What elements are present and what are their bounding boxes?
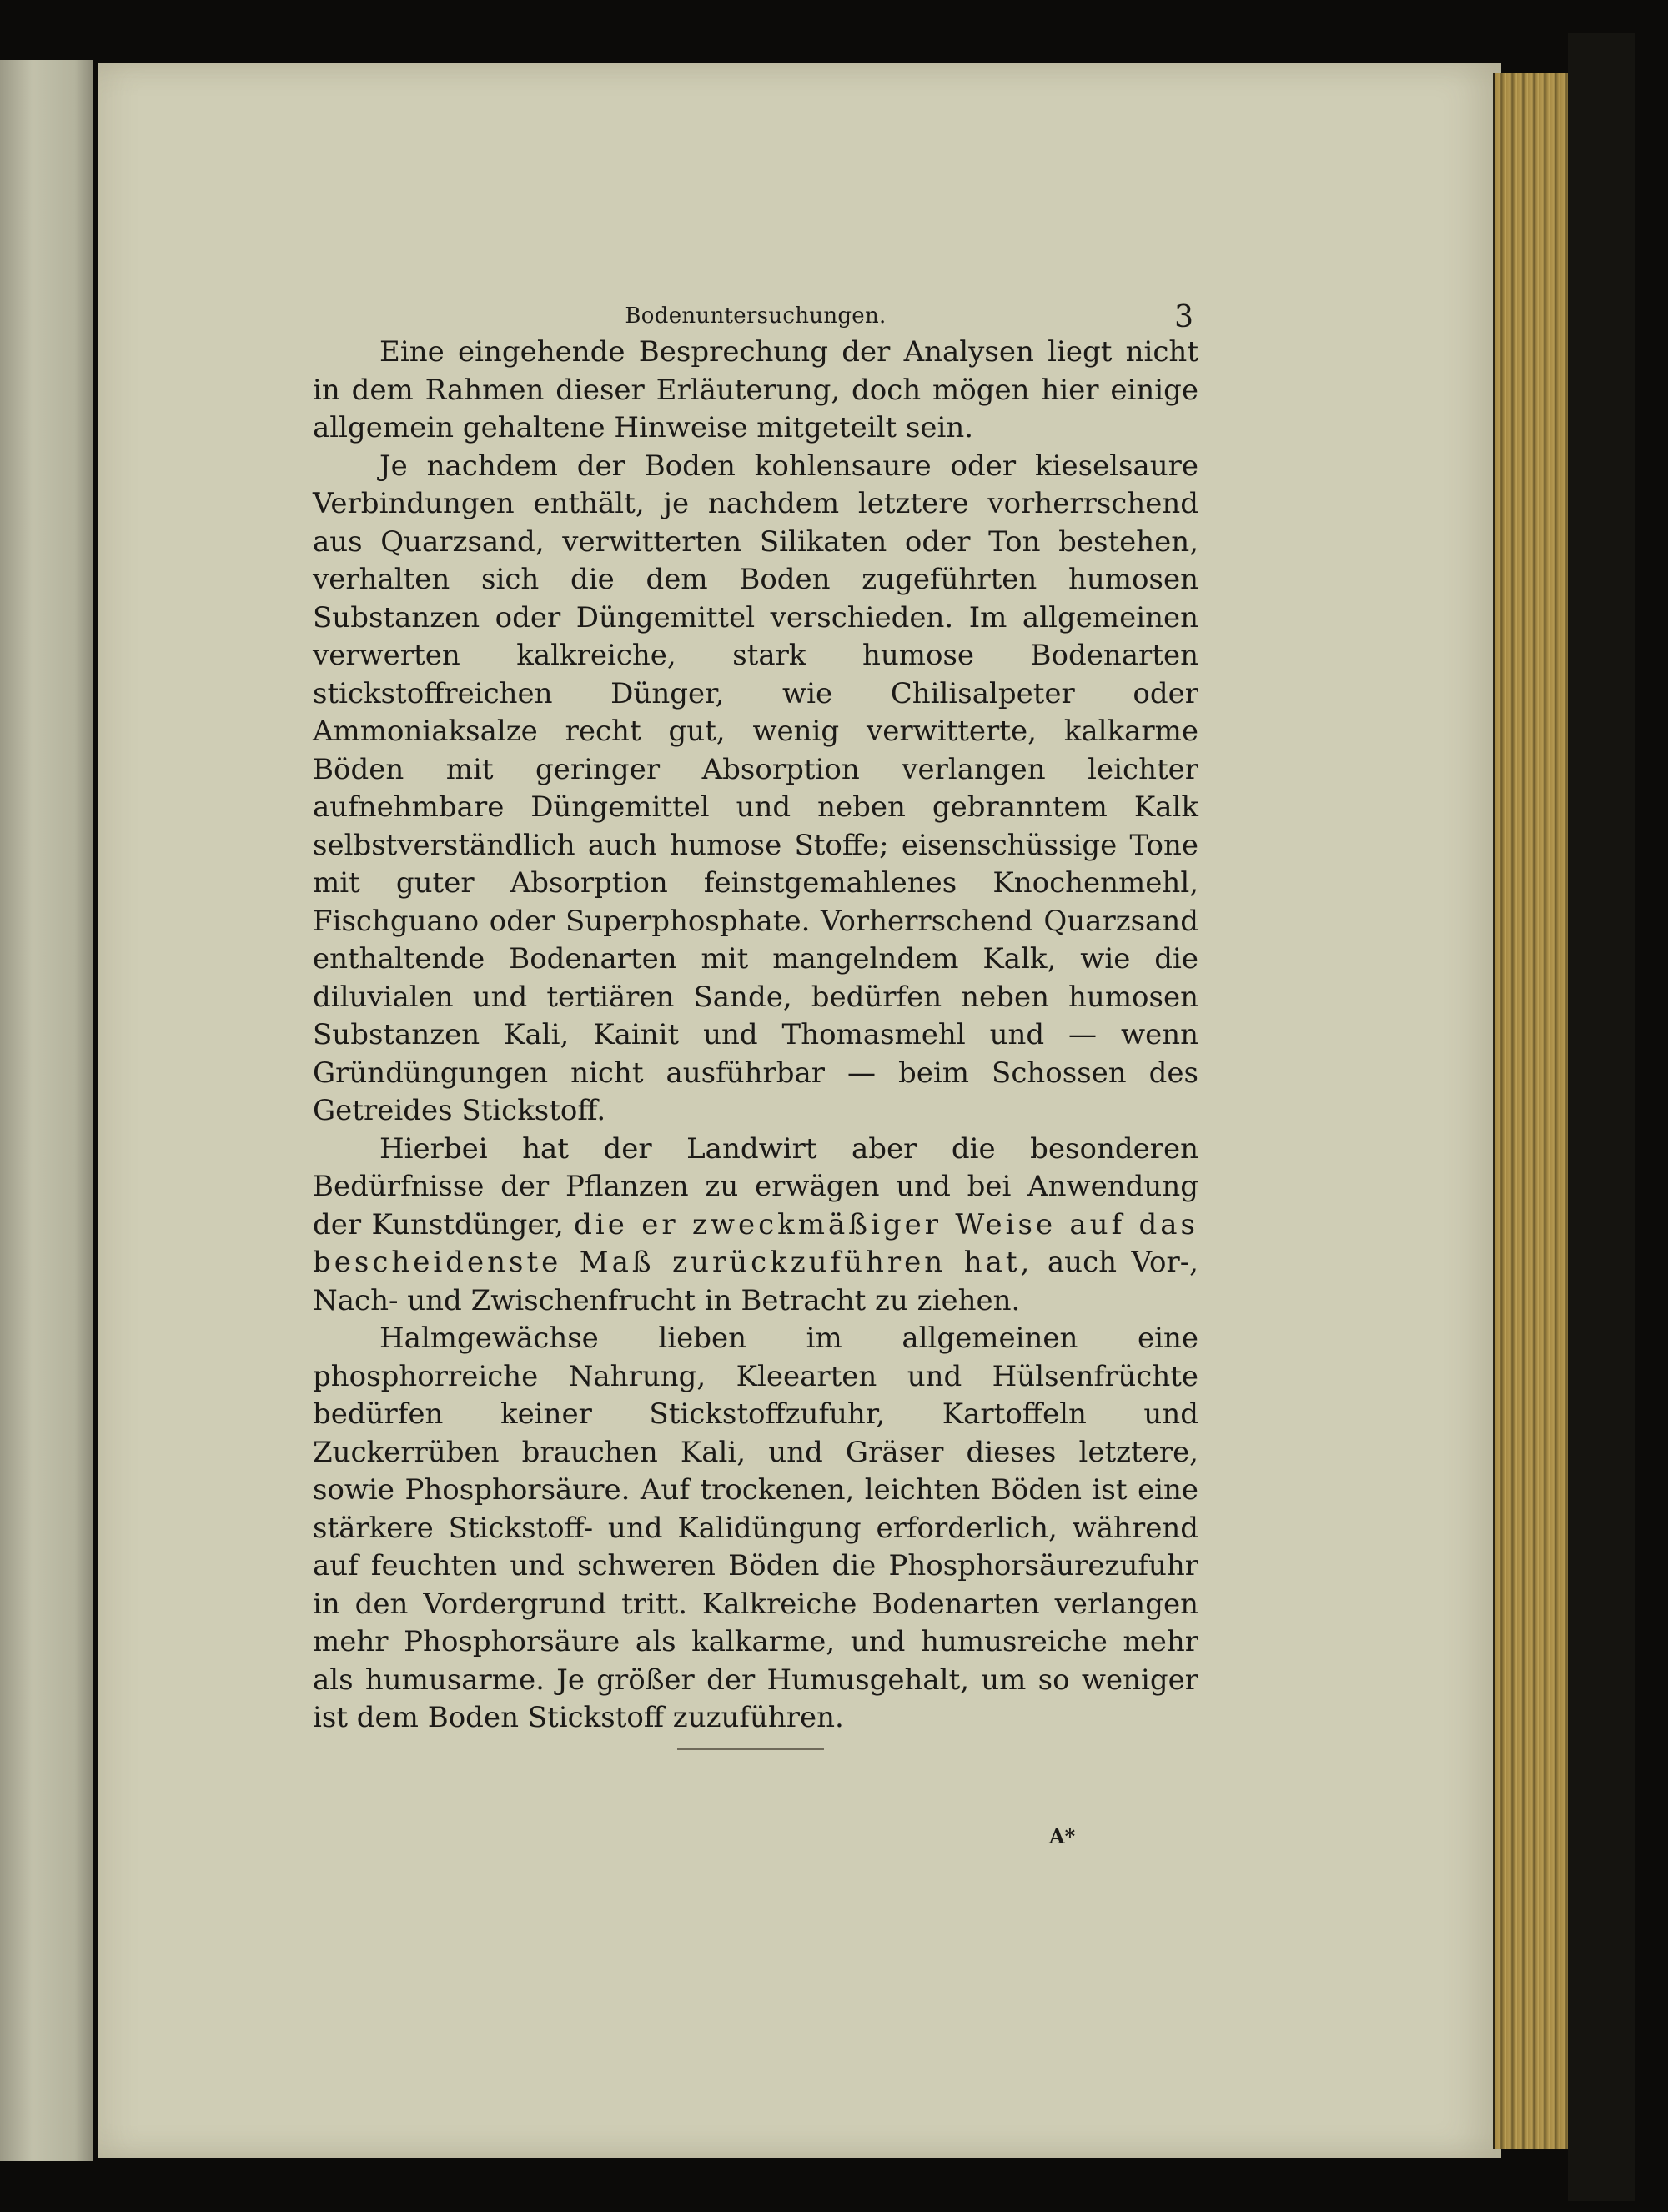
page-stack-edge — [1493, 73, 1570, 2149]
signature-mark: A* — [1049, 1824, 1076, 1848]
paragraph-1: Eine eingehende Besprechung der Analysen liegt nicht in dem Rahmen dieser Erläuterung, doch mögen hier einige allgemein gehaltene Hinweise mitgeteilt sein. — [313, 335, 1198, 444]
closing-rule — [677, 1748, 824, 1750]
body-text — [313, 334, 1198, 1738]
running-title: Bodenuntersuchungen. — [625, 303, 887, 329]
paragraph-3-tail: auch Vor-, Nach- und Zwischenfrucht in Betracht zu ziehen. — [313, 1246, 1198, 1317]
text-block — [313, 275, 1198, 1738]
running-head — [313, 275, 1198, 334]
book-spine — [1568, 33, 1635, 2201]
paragraph-4: Halmgewächse lieben im allgemeinen eine phosphorreiche Nahrung, Kleearten und Hülsenfrüchte bedürfen keiner Stickstoffzufuhr, Kartoffeln und Zuckerrüben brauchen Kali, und Gräser dieses letztere, sowie Phosphorsäure. Auf trockenen, leichten Böden ist eine stärkere Stickstoff- und Kalidüngung erforderlich, während auf feuchten und schweren Böden die Phosphorsäurezufuhr in den Vordergrund tritt. Kalkreiche Bodenarten verlangen mehr Phosphorsäure als kalkarme, und humusreiche mehr als humusarme. Je größer der Humusgehalt, um so weniger ist dem Boden Stickstoff zuzuführen. — [313, 1322, 1198, 1734]
page-number: 3 — [1174, 300, 1193, 334]
paragraph-3 — [313, 1131, 1198, 1321]
paragraph-3-spaced-emphasis: die er zweckmäßiger Weise auf das bescheidenste Maß zurückzuführen hat, — [313, 1207, 1198, 1279]
paragraph-2: Je nachdem der Boden kohlensaure oder kieselsaure Verbindungen enthält, je nachdem letztere vorherrschend aus Quarzsand, verwitterten Silikaten oder Ton bestehen, verhalten sich die dem Boden zugeführten humosen Substanzen oder Düngemittel verschieden. Im allgemeinen verwerten kalkreiche, stark humose Bodenarten stickstoffreichen Dünger, wie Chilisalpeter oder Ammoniaksalze recht gut, wenig verwitterte, kalkarme Böden mit geringer Absorption verlangen leichter aufnehmbare Düngemittel und neben gebranntem Kalk selbstverständlich auch humose Stoffe; eisenschüssige Tone mit guter Absorption feinstgemahlenes Knochenmehl, Fischguano oder Superphosphate. Vorherrschend Quarzsand enthaltende Bodenarten mit mangelndem Kalk, wie die diluvialen und tertiären Sande, bedürfen neben humosen Substanzen Kali, Kainit und Thomasmehl und — wenn Gründüngungen nicht ausführbar — beim Schossen des Getreides Stickstoff. — [313, 449, 1198, 1127]
facing-page-edge — [0, 60, 93, 2161]
paragraph-3-lead: Hierbei hat der Landwirt aber die besonderen Bedürfnisse der Pflanzen zu erwägen und bei Anwendung der Kunstdünger, — [313, 1131, 1198, 1241]
